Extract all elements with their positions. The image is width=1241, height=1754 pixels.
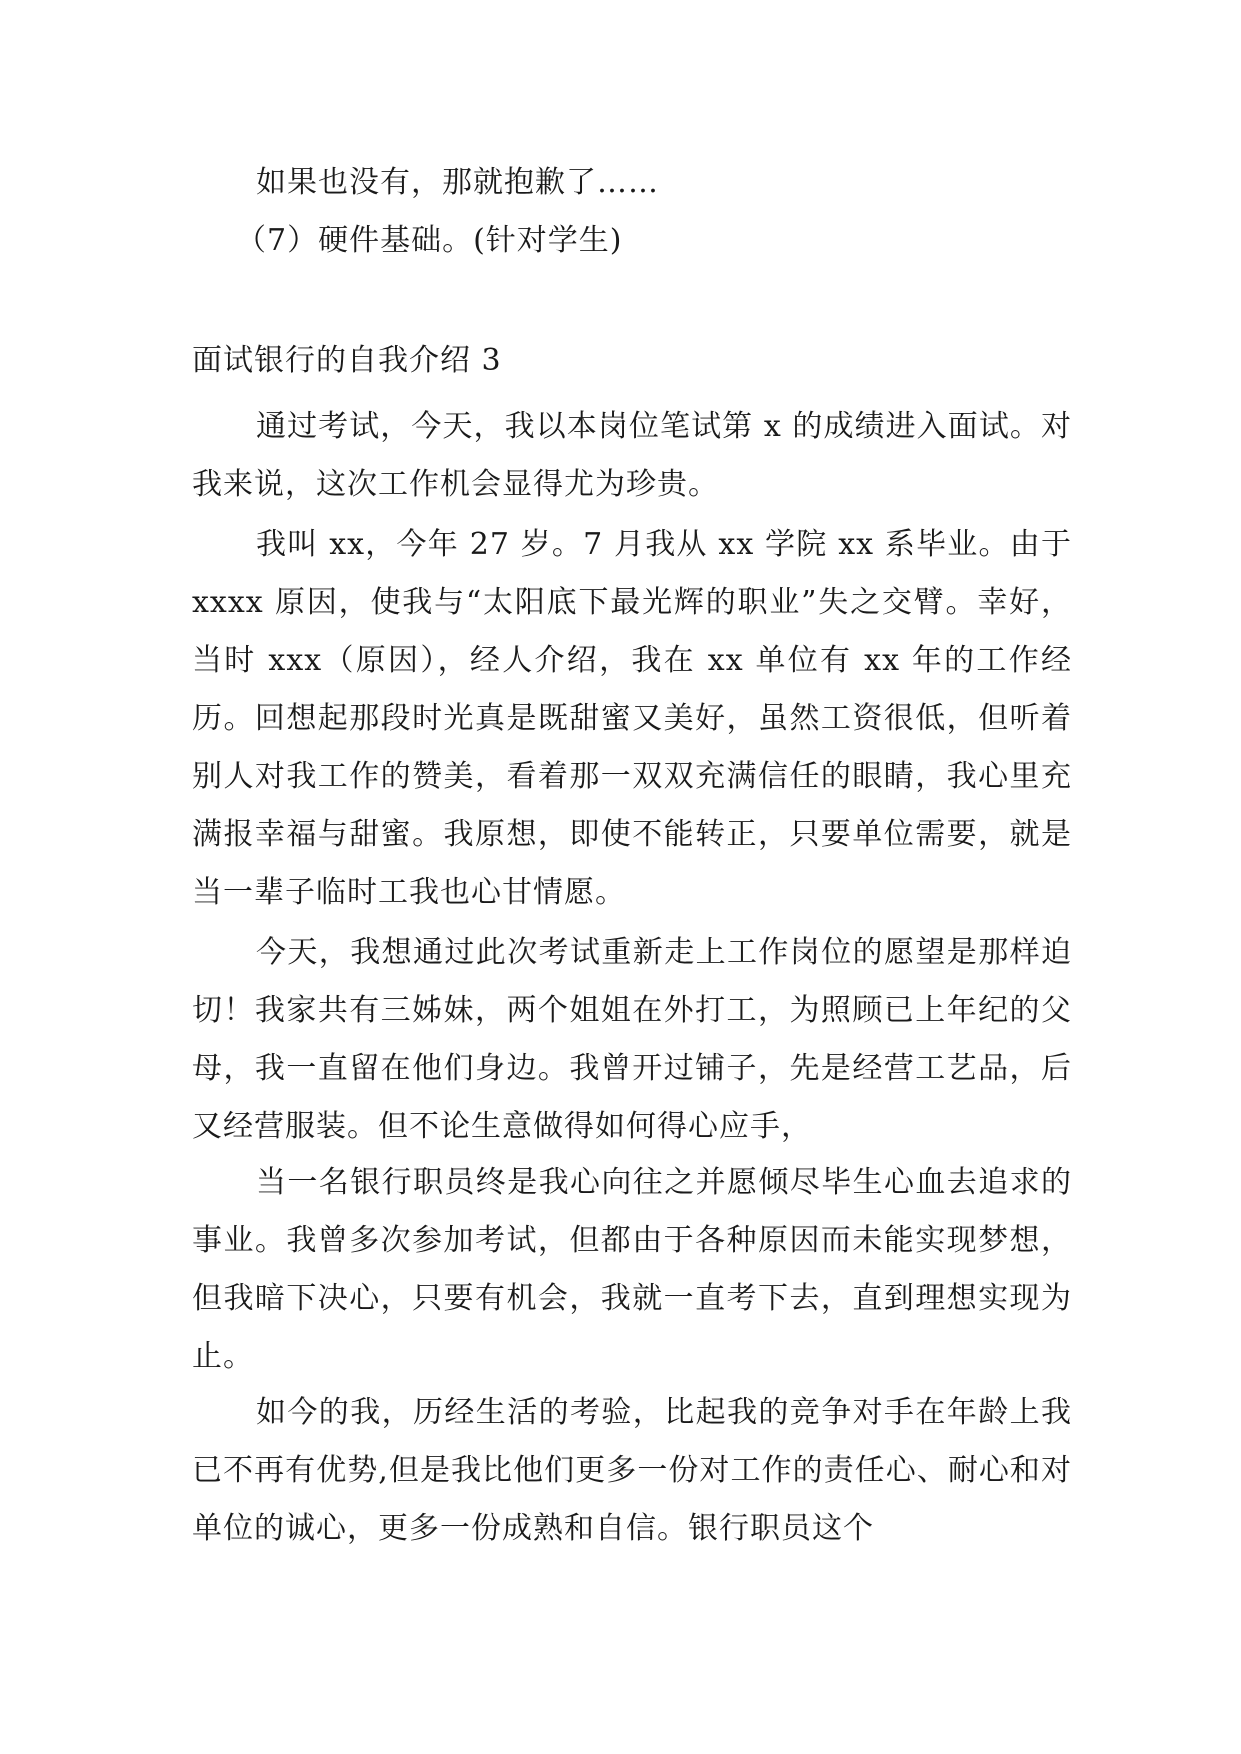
paragraph: 通过考试，今天，我以本岗位笔试第 x 的成绩进入面试。对我来说，这次工作机会显得尤为珍贵。 bbox=[192, 409, 1072, 502]
section-title: 面试银行的自我介绍 3 bbox=[192, 343, 502, 378]
paragraph: 今天，我想通过此次考试重新走上工作岗位的愿望是那样迫切！我家共有三姊妹，两个姐姐在外打工，为照顾已上年纪的父母，我一直留在他们身边。我曾开过铺子，先是经营工艺品，后又经营服装。但不论生意做得如何得心应手， bbox=[192, 935, 1072, 1144]
text-line: 如果也没有，那就抱歉了…… bbox=[256, 165, 659, 200]
paragraph: 我叫 xx，今年 27 岁。7 月我从 xx 学院 xx 系毕业。由于 xxxx 原因，使我与“太阳底下最光辉的职业”失之交臂。幸好，当时 xxx（原因），经人介绍，我在 xx 单位有 xx 年的工作经历。回想起那段时光真是既甜蜜又美好，虽然工资很低，但听着别人对我工作的赞美，看着那一双双充满信任的眼睛，我心里充满报幸福与甜蜜。我原想，即使不能转正，只要单位需要，就是当一辈子临时工我也心甘情愿。 bbox=[192, 527, 1072, 910]
paragraph: 当一名银行职员终是我心向往之并愿倾尽毕生心血去追求的事业。我曾多次参加考试，但都由于各种原因而未能实现梦想，但我暗下决心，只要有机会，我就一直考下去，直到理想实现为止。 bbox=[192, 1165, 1072, 1374]
paragraph: 如今的我，历经生活的考验，比起我的竞争对手在年龄上我已不再有优势,但是我比他们更多一份对工作的责任心、耐心和对单位的诚心，更多一份成熟和自信。银行职员这个 bbox=[192, 1395, 1072, 1546]
text-line: （7）硬件基础。(针对学生) bbox=[236, 223, 623, 258]
